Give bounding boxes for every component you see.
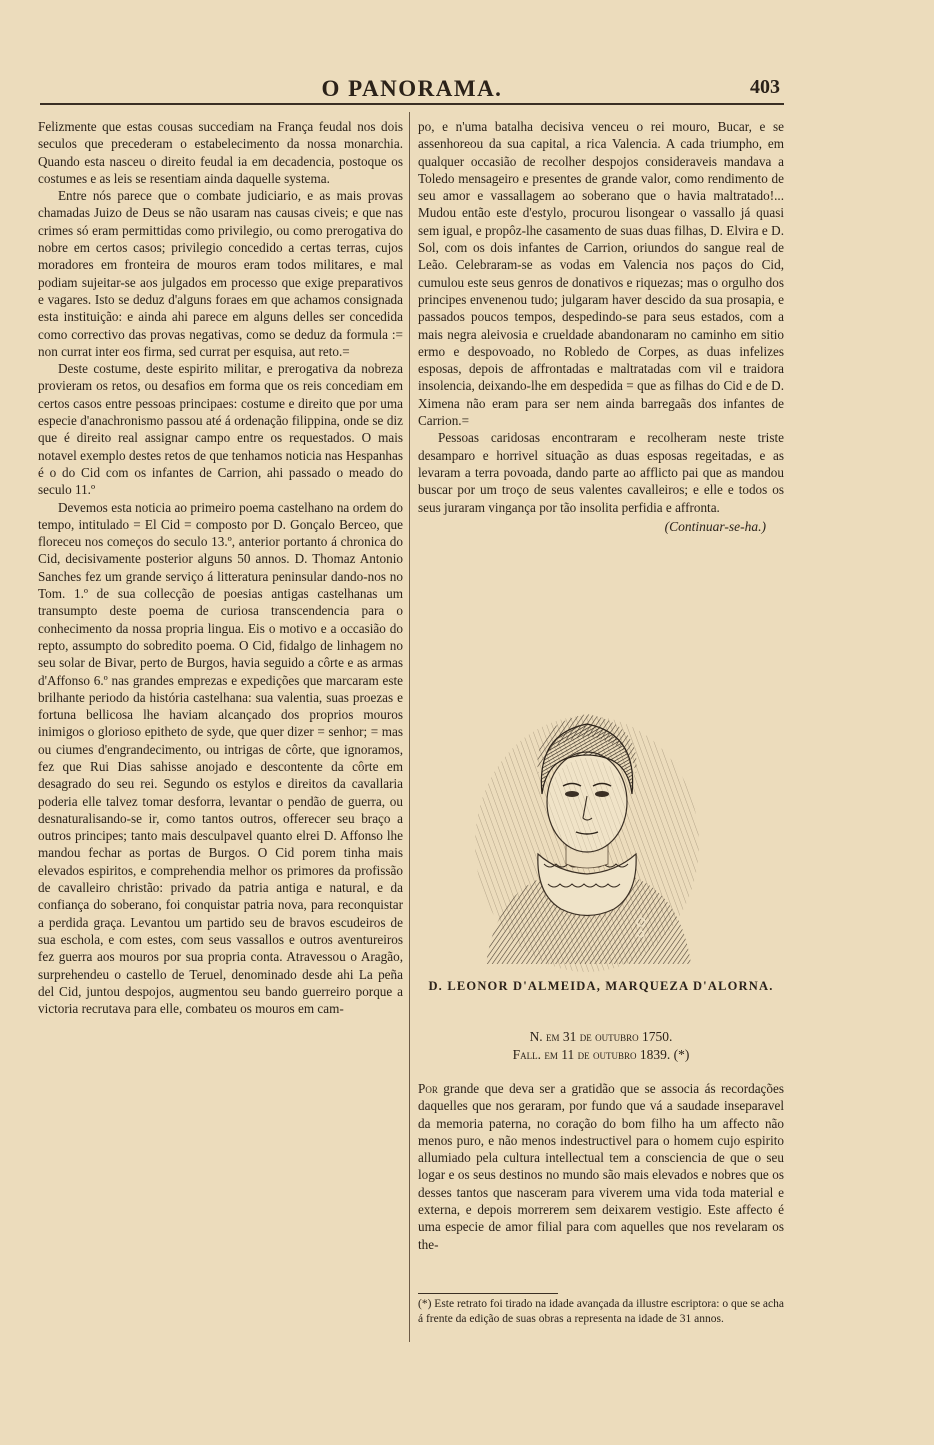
right-column: [418, 118, 784, 535]
header-rule: [40, 103, 784, 105]
article-column: [418, 1080, 784, 1253]
dropcap-word: Por: [418, 1081, 438, 1096]
portrait-caption: D. LEONOR D'ALMEIDA, MARQUEZA D'ALORNA.: [428, 979, 774, 993]
continue-note: (Continuar-se-ha.): [664, 518, 766, 534]
article-paragraph: [418, 1080, 784, 1253]
column-divider: [409, 112, 410, 1342]
left-column: [38, 118, 403, 1017]
footnote: (*) Este retrato foi tirado na idade avançada da illustre escriptora: o que se acha á frente da edição de suas obras a representa na idade de 31 annos.: [418, 1298, 784, 1325]
article-text: grande que deva ser a gratidão que se associa ás recordações daquelles que nos geraram, por fundo que vá a saudade inseparavel da memoria paterna, no coração do bom filho ha um affecto não menos puro, e não menos indestructivel para o homem cujo espirito allumiado pela cultura intellectual tem a consciencia de que o seu logar e os seus destinos no mundo são mais elevados e nobres que os desses tantos que nasceram para viverem uma vida toda material e externa, e depois morrerem sem deixarem vestigio. Este affecto é uma especie de amor filial para com aquelles que nos revelaram os the-: [418, 1081, 784, 1252]
birth-date: N. em 31 de outubro 1750.: [529, 1029, 673, 1044]
page-header: [40, 70, 784, 106]
paragraph: Deste costume, deste espirito militar, e prerogativa da nobreza provieram os retos, ou desafios em forma que os reis concediam em certos casos entre pessoas principaes: costume e direito que por uma especie d'anachronismo passou até á ordenação filippina, onde se diz que é direito real assignar campo entre os requestados. O mais notavel exemplo destes retos de que tenhamos noticia nas Hespanhas é o do Cid com os infantes de Carrion, ahi passado o meado do seculo 11.º: [38, 361, 403, 498]
paragraph: Felizmente que estas cousas succediam na França feudal nos dois seculos que precederam o estabelecimento da nossa monarchia. Quando esta nasceu o direito feudal ia em decadencia, postoque os costumes e as leis se resentiam ainda daquelle systema.: [38, 119, 403, 186]
paragraph: Devemos esta noticia ao primeiro poema castelhano na ordem do tempo, intitulado = El Cid = composto por D. Gonçalo Berceo, que floreceu nos começos do seculo 13.º, anterior portanto á chronica do Cid, decisivamente posterior alguns 50 annos. D. Thomaz Antonio Sanches fez um grande serviço á litteratura peninsular dando-nos no Tom. 1.º de sua collecção de poesias antigas castelhanas um transumpto deste poema de curiosa transcendencia para o conhecimento da nossa propria lingua. Eis o motivo e a occasião do repto, assumpto do sobredito poema. O Cid, fidalgo de linhagem no seu solar de Bivar, perto de Burgos, havia seguido a côrte e as armas d'Affonso 6.º nas grandes emprezas e expedições que marcaram este brilhante periodo da história castelhana: sua valentia, suas proezas e fortuna bellicosa lhe haviam alcançado dos proprios mouros inimigos o glorioso epitheto de syde, que quer dizer = senhor; = mas ou ciumes d'engrandecimento, ou intrigas de côrte, que ignoramos, fez que Rui Dias sahisse anojado e descontente da côrte em desagrado do seu rei. Segundo os estylos e direitos da cavallaria poderia elle talvez tomar desforra, levantar o pendão de guerra, ou desnaturalisando-se ir, como tantos outros, offerecer seu braço a outros principes; tanto mais desculpavel quanto elrei D. Affonso lhe mandou fechar as portas de Burgos. O Cid porem tinha mais elevados espiritos, e comprehendia melhor os primores da profissão de cavalleiro christão: privado da patria antiga e natural, e da confiança do soberano, foi conquistar patria nova, para reconquistar a perdida graça. Levantou um partido seu de bravos escudeiros de sua eschola, e com estes, com seus vassallos e outros aventureiros fez guerra aos mouros por sua propria conta. Atravessou o Aragão, surprehendeu o castello de Teruel, denominado desde ahi La peña del Cid, juntou despojos, augmentou seu bando guerreiro porque a victoria recrutava para elle, combateu os mouros em cam-: [38, 499, 403, 1017]
paragraph: Entre nós parece que o combate judiciario, e as mais provas chamadas Juizo de Deus se não usaram nas causas civeis; e que nas crimes só eram permittidas como privilegio, ou como prerogativa do nobre em certos casos; privilegio concedido a certas terras, cujos moradores em fronteira de mouros eram todos militares, e mal podiam sujeitar-se aos julgados em processo que exige preparativos e vagares. Isto se deduz d'alguns foraes em que achamos consignada esta instituição: e ainda ahi parece em alguns delles ser concedida como correctivo das provas negativas, como se deduz da formula := non currat inter eos firma, sed currat per esquisa, aut reto.=: [38, 188, 403, 359]
portrait-engraving: [466, 694, 708, 972]
page-number: 403: [750, 76, 780, 98]
death-date: Fall. em 11 de outubro 1839. (*): [512, 1047, 690, 1062]
paragraph: Pessoas caridosas encontraram e recolheram neste triste desamparo e horrivel situação as duas esposas regeitadas, e as levaram a terra povoada, dando parte ao afflicto pai que as mandou buscar por um troço de seus valentes cavalleiros; e elle e todos os seus juraram vingança por tão insolita perfidia e affronta.: [418, 430, 784, 515]
portrait-dates: [418, 1028, 784, 1064]
page-title: O PANORAMA.: [321, 76, 503, 101]
paragraph: po, e n'uma batalha decisiva venceu o rei mouro, Bucar, e se assenhoreou da sua capital, a rica Valencia. A cada triumpho, em qualquer occasião de recolher despojos consideraveis mandava a Toledo mensageiro e presentes de grande valor, como rendimento de seu amor e vassallagem ao soberano que o havia maltratado!... Mudou então este d'estylo, procurou lisongear o vassallo já quasi sem igual, e propôz-lhe casamento de suas duas filhas, D. Elvira e D. Sol, com os dois infantes de Carrion, oriundos do sangue real de Leão. Celebraram-se as vodas em Valencia nos paços do Cid, cumulou este seus genros de donativos e riquezas; mas o orgulho dos principes envenenou tudo; julgaram haver descido da sua prosapia, e passados poucos tempos, despedindo-se para seus estados, com a mais negra aleivosia e crueldade abandonaram no caminho em sitio ermo e despovoado, no Robledo de Corpes, as duas infelizes esposas, depois de affrontadas e maltratadas com vil e traidora insolencia, deixando-lhe em despedida = que as filhas do Cid e de D. Ximena não eram para ser nem ainda barregaãs dos infantes de Carrion.=: [418, 119, 784, 429]
footnote-rule: [418, 1293, 558, 1294]
